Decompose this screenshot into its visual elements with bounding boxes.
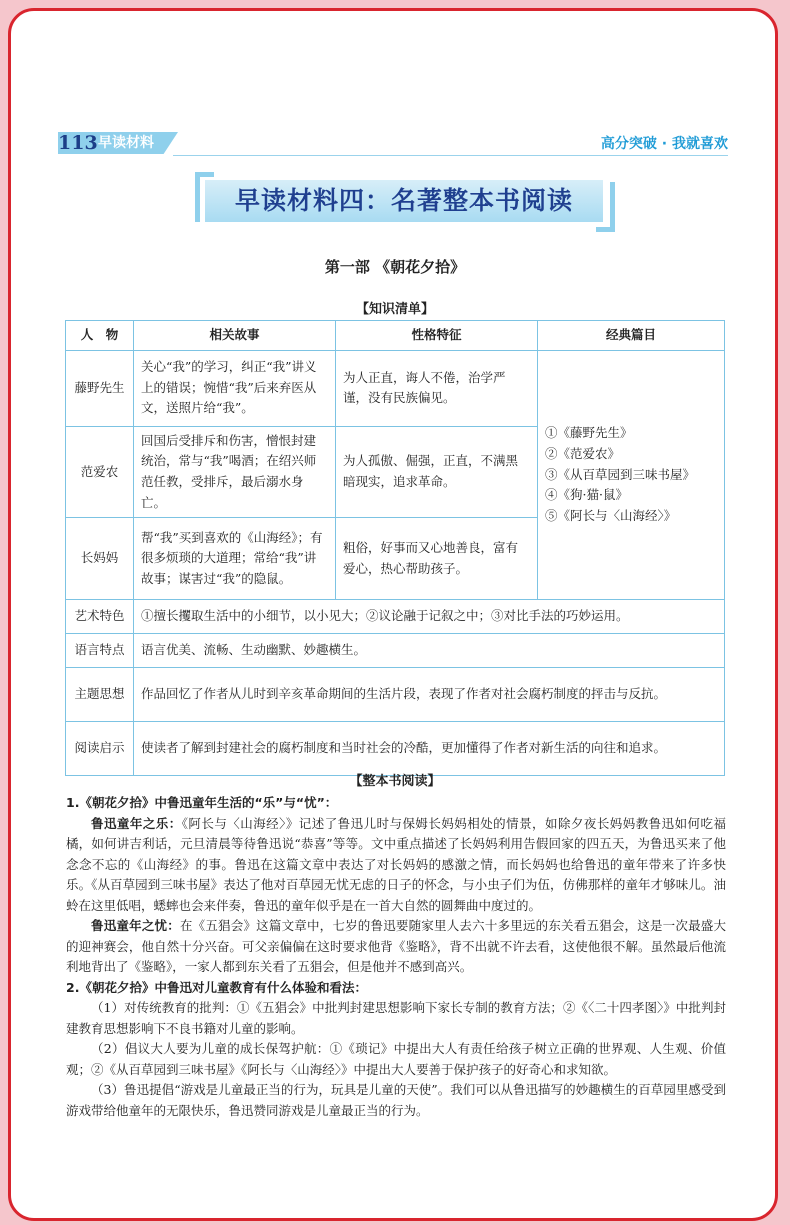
- paragraph-lead: 鲁迅童年之乐：: [91, 815, 182, 831]
- classic-item: ⑤《阿长与〈山海经〉》: [545, 507, 677, 523]
- page-number: 113: [58, 132, 98, 154]
- table-row: [66, 634, 725, 668]
- character-story: 回国后受排斥和伤害，憎恨封建统治，常与“我”喝酒；在绍兴师范任教，受排斥，最后溺水身亡。: [134, 426, 336, 518]
- table-row: [66, 600, 725, 634]
- character-traits: 为人孤傲、倔强，正直，不满黑暗现实，追求革命。: [336, 426, 538, 518]
- header-slogan: 高分突破 · 我就喜欢: [600, 136, 728, 152]
- row-text: ①擅长攫取生活中的小细节，以小见大；②议论融于记叙之中；③对比手法的巧妙运用。: [134, 600, 725, 634]
- row-text: 作品回忆了作者从儿时到辛亥革命期间的生活片段，表现了作者对社会腐朽制度的抨击与反抗。: [134, 668, 725, 722]
- section-label: 早读材料: [98, 135, 154, 151]
- table-row: [66, 668, 725, 722]
- row-label: 语言特点: [66, 634, 134, 668]
- classic-item: ①《藤野先生》: [545, 425, 633, 441]
- table-header-row: [66, 321, 725, 351]
- question-title: 1.《朝花夕拾》中鲁迅童年生活的“乐”与“忧”：: [66, 795, 338, 810]
- reading-heading: 【整本书阅读】: [349, 774, 441, 789]
- header-rule: [173, 155, 728, 156]
- character-name: 长妈妈: [66, 518, 134, 600]
- paragraph: （1）对传统教育的批判：①《五猖会》中批判封建思想影响下家长专制的教育方法；②《〈二十四孝图〉》中批判封建教育思想影响下不良书籍对儿童的影响。: [66, 1000, 726, 1036]
- page-header: [58, 130, 728, 156]
- paragraph-text: 在《五猖会》这篇文章中，七岁的鲁迅要随家里人去六十多里远的东关看五猖会，这是一次最盛大的迎神赛会，他自然十分兴奋。可父亲偏偏在这时要求他背《鉴略》，背不出就不许去看，这使他很不解。虽然最后他流利地背出了《鉴略》，一家人都到东关看了五猖会，但是他并不感到高兴。: [66, 918, 726, 974]
- character-name: 藤野先生: [66, 350, 134, 426]
- paragraph: [66, 814, 726, 917]
- knowledge-heading: 【知识清单】: [355, 302, 434, 317]
- row-text: 使读者了解到封建社会的腐朽制度和当时社会的冷酷，更加懂得了作者对新生活的向往和追求。: [134, 722, 725, 776]
- row-label: 艺术特色: [66, 600, 134, 634]
- part-title: 第一部 《朝花夕拾》: [324, 258, 466, 276]
- knowledge-table: [65, 320, 725, 776]
- reading-body: [66, 793, 726, 1121]
- header-cell: 经典篇目: [538, 321, 725, 351]
- banner-title: 早读材料四：名著整本书阅读: [234, 186, 573, 215]
- classic-item: ③《从百草园到三味书屋》: [545, 466, 696, 482]
- character-story: 关心“我”的学习，纠正“我”讲义上的错误；惋惜“我”后来弃医从文，送照片给“我”。: [134, 350, 336, 426]
- paragraph: [66, 916, 726, 978]
- character-traits: 粗俗，好事而又心地善良，富有爱心，热心帮助孩子。: [336, 518, 538, 600]
- classic-item: ④《狗·猫·鼠》: [545, 487, 628, 503]
- paragraph: （2）倡议大人要为儿童的成长保驾护航：①《琐记》中提出大人有责任给孩子树立正确的世界观、人生观、价值观；②《从百草园到三味书屋》《阿长与〈山海经〉》中提出大人要善于保护孩子的好奇心和求知欲。: [66, 1041, 726, 1077]
- character-story: 帮“我”买到喜欢的《山海经》；有很多烦琐的大道理；常给“我”讲故事；谋害过“我”的隐鼠。: [134, 518, 336, 600]
- classic-item: ②《范爱农》: [545, 445, 621, 461]
- row-label: 主题思想: [66, 668, 134, 722]
- row-text: 语言优美、流畅、生动幽默、妙趣横生。: [134, 634, 725, 668]
- classics-list: [538, 350, 725, 600]
- header-cell: 性格特征: [336, 321, 538, 351]
- character-name: 范爱农: [66, 426, 134, 518]
- paragraph-lead: 鲁迅童年之忧：: [91, 918, 180, 933]
- title-banner: [195, 172, 615, 232]
- table-row: [66, 350, 725, 426]
- character-traits: 为人正直，诲人不倦，治学严谨，没有民族偏见。: [336, 350, 538, 426]
- header-cell: 人 物: [66, 321, 134, 351]
- question-title: 2.《朝花夕拾》中鲁迅对儿童教育有什么体验和看法：: [66, 979, 367, 995]
- paragraph: （3）鲁迅提倡“游戏是儿童最正当的行为，玩具是儿童的天使”。我们可以从鲁迅描写的妙趣横生的百草园里感受到游戏带给他童年的无限快乐，鲁迅赞同游戏是儿童最正当的行为。: [66, 1082, 726, 1118]
- row-label: 阅读启示: [66, 722, 134, 776]
- table-row: [66, 722, 725, 776]
- paragraph-text: 《阿长与〈山海经〉》记述了鲁迅儿时与保姆长妈妈相处的情景，如除夕夜长妈妈教鲁迅如何吃福橘，如何讲吉利话，元旦清晨等待鲁迅说“恭喜”等等。文中重点描述了长妈妈利用告假回家的四五天，为鲁迅买来了他念念不忘的《山海经》的事。鲁迅在这篇文章中表达了对长妈妈的感激之情，而长妈妈也给鲁迅的童年带来了许多快乐。《从百草园到三味书屋》表达了他对百草园无忧无虑的日子的怀念，与小虫子们为伍，仿佛那样的童年才够味儿。油蛉在这里低唱，蟋蟀也会来伴奏，鲁迅的童年似乎是在一首大自然的圆舞曲中度过的。: [66, 815, 726, 913]
- header-cell: 相关故事: [134, 321, 336, 351]
